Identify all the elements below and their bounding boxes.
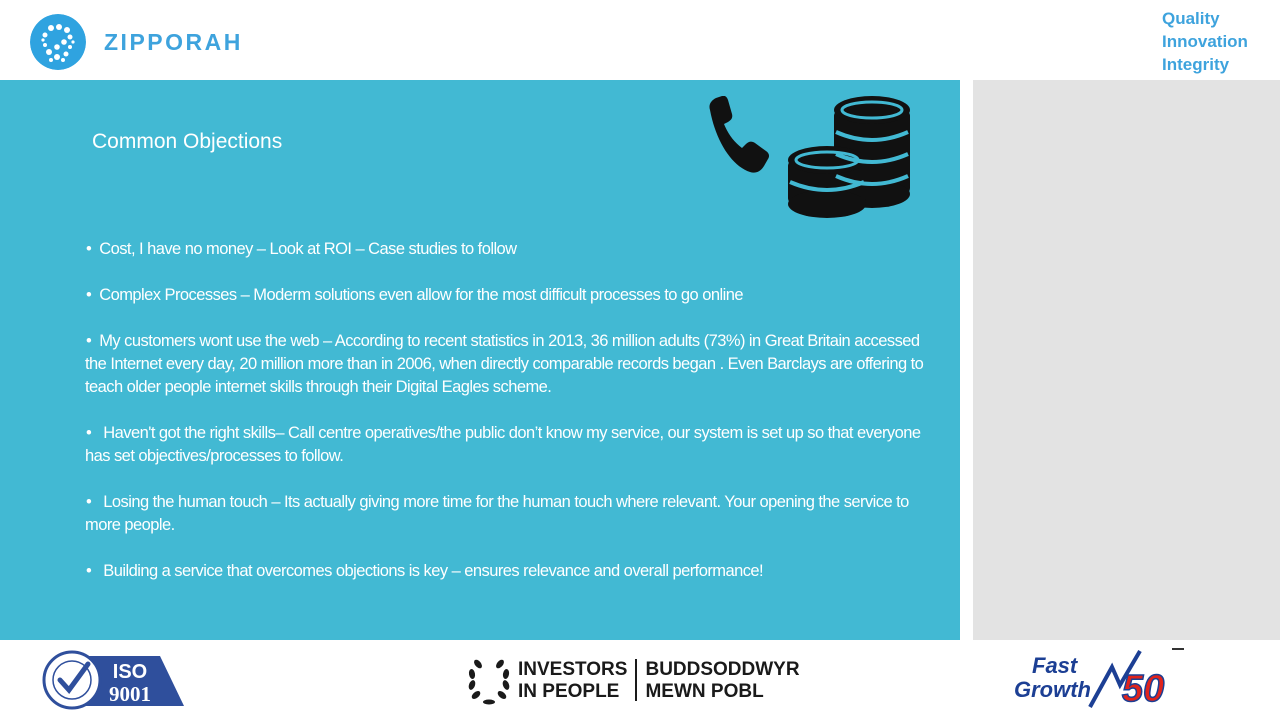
iip-line1-left: INVESTORS bbox=[518, 659, 628, 680]
header bbox=[0, 0, 1280, 80]
investors-in-people-logo bbox=[466, 655, 800, 707]
list-item bbox=[85, 491, 935, 537]
iip-divider bbox=[635, 659, 637, 701]
company-values bbox=[1162, 7, 1248, 76]
slide-title: Common Objections bbox=[92, 130, 283, 153]
bullet-text: Building a service that overcomes objections is key – ensures relevance and overall performance! bbox=[99, 562, 764, 580]
list-item bbox=[85, 330, 935, 399]
iso-number: 9001 bbox=[109, 682, 151, 706]
list-item bbox=[85, 422, 935, 468]
value-integrity: Integrity bbox=[1162, 55, 1230, 74]
zipporah-logo-icon bbox=[30, 14, 86, 70]
list-item bbox=[85, 560, 935, 583]
value-innovation: Innovation bbox=[1162, 32, 1248, 51]
list-item bbox=[85, 238, 935, 261]
brand-name: ZIPPORAH bbox=[104, 28, 243, 55]
iso-9001-logo bbox=[42, 650, 188, 710]
growth-word: Growth bbox=[1014, 677, 1091, 702]
value-quality: Quality bbox=[1162, 9, 1220, 28]
phone-icon bbox=[702, 96, 774, 176]
bullet-icon: • bbox=[86, 493, 92, 511]
bullet-icon: • bbox=[86, 332, 92, 350]
fast-growth-number: 50 bbox=[1122, 668, 1165, 710]
zipporah-logo bbox=[30, 14, 243, 70]
coins-icon bbox=[786, 96, 912, 220]
bullet-icon: • bbox=[86, 562, 92, 580]
bullet-text: My customers wont use the web – According to recent statistics in 2013, 36 million adults (73%) in Great Britain accessed the Internet every day, 20 million more than in 2006, when directly comparable records began . Even Barclays are offering to teach older people internet skills through their Digital Eagles scheme. bbox=[85, 332, 924, 396]
bullet-text: Losing the human touch – Its actually giving more time for the human touch where relevant. Your opening the service to more people. bbox=[85, 493, 909, 534]
iip-line2-right: MEWN POBL bbox=[645, 681, 764, 702]
fast-growth-50-logo bbox=[1012, 645, 1190, 715]
side-panel bbox=[973, 80, 1280, 640]
iip-line2-left: IN PEOPLE bbox=[518, 681, 620, 702]
list-item bbox=[85, 284, 935, 307]
objections-list bbox=[85, 238, 935, 583]
bullet-icon: • bbox=[86, 240, 92, 258]
bullet-text: Haven't got the right skills– Call centre operatives/the public don’t know my service, our system is set up so that everyone has set objectives/processes to follow. bbox=[85, 424, 921, 465]
laurel-wreath-icon bbox=[466, 655, 512, 707]
iip-line1-right: BUDDSODDWYR bbox=[645, 659, 800, 680]
bullet-text: Cost, I have no money – Look at ROI – Case studies to follow bbox=[99, 240, 517, 258]
bullet-icon: • bbox=[86, 424, 92, 442]
iso-label: ISO bbox=[112, 661, 148, 683]
bullet-icon: • bbox=[86, 286, 92, 304]
fast-word: Fast bbox=[1032, 653, 1078, 678]
bullet-text: Complex Processes – Moderm solutions even allow for the most difficult processes to go online bbox=[99, 286, 743, 304]
